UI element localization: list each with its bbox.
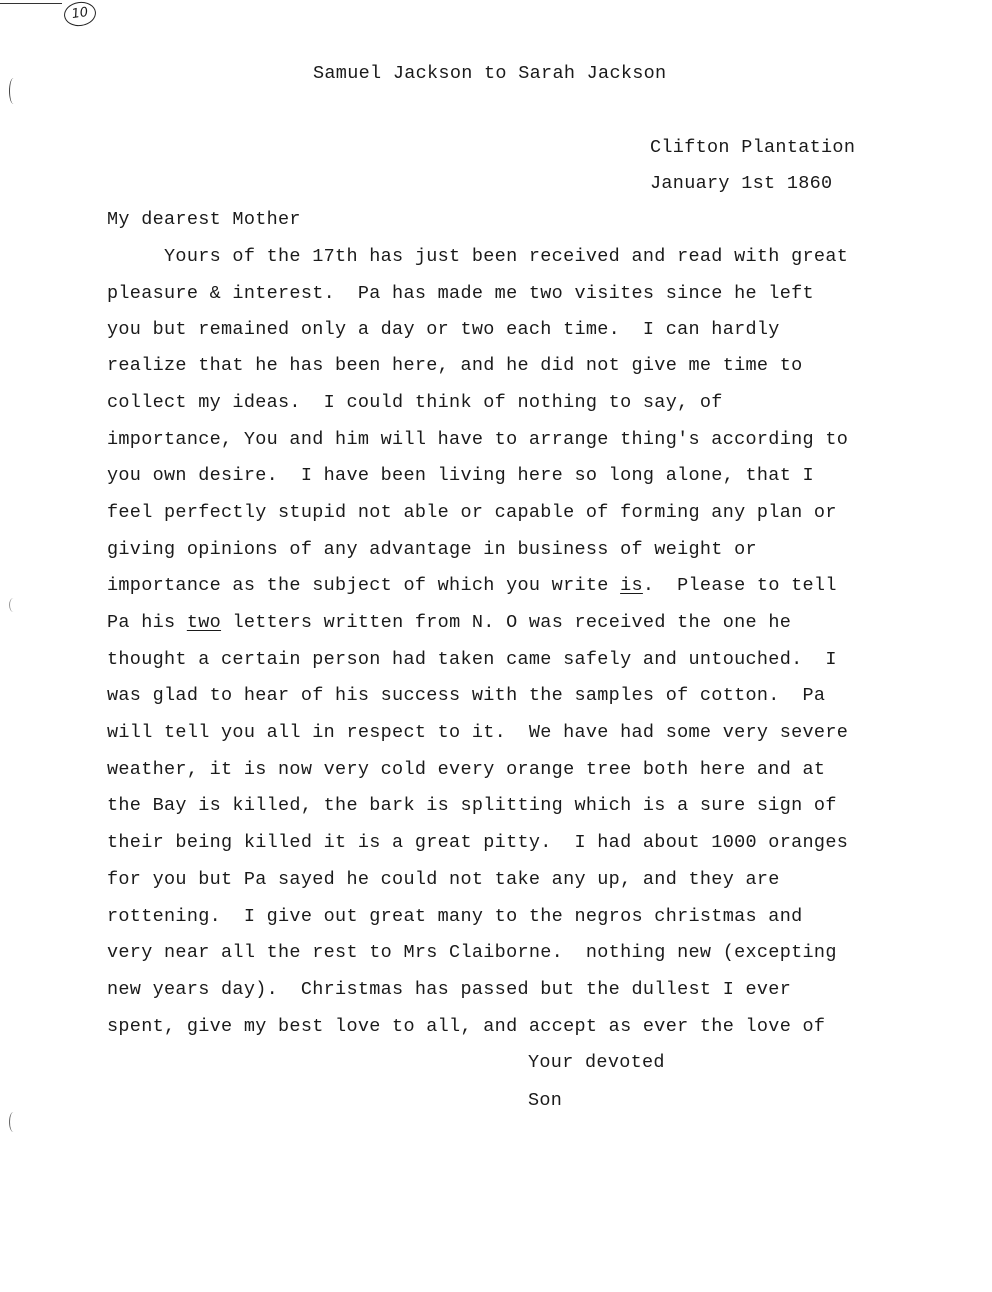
body-line-text: letters written from N. O was received the one he (221, 612, 792, 633)
margin-bracket-mark (9, 78, 18, 104)
body-line: importance, You and him will have to arrange thing's according to (107, 429, 849, 450)
body-line: will tell you all in respect to it. We have had some very severe (107, 722, 849, 743)
letter-title: Samuel Jackson to Sarah Jackson (313, 63, 667, 84)
body-line: their being killed it is a great pitty. I had about 1000 oranges (107, 832, 849, 853)
margin-bracket-mark (9, 598, 18, 612)
body-line: the Bay is killed, the bark is splitting which is a sure sign of (107, 795, 837, 816)
letter-date: January 1st 1860 (650, 173, 833, 194)
body-line: weather, it is now very cold every orange tree both here and at (107, 759, 826, 780)
body-line: collect my ideas. I could think of nothing to say, of (107, 392, 723, 413)
page-number-circled: 10 (62, 0, 97, 28)
body-line-text: Pa his (107, 612, 187, 633)
body-line: rottening. I give out great many to the negros christmas and (107, 906, 803, 927)
body-line: Yours of the 17th has just been received and read with great (107, 246, 849, 267)
letter-place: Clifton Plantation (650, 137, 856, 158)
body-line: realize that he has been here, and he did not give me time to (107, 355, 803, 376)
body-line: thought a certain person had taken came safely and untouched. I (107, 649, 837, 670)
body-line: new years day). Christmas has passed but the dullest I ever (107, 979, 792, 1000)
body-line: for you but Pa sayed he could not take any up, and they are (107, 869, 780, 890)
body-line: you but remained only a day or two each time. I can hardly (107, 319, 780, 340)
body-line: you own desire. I have been living here so long alone, that I (107, 465, 814, 486)
body-line: spent, give my best love to all, and accept as ever the love of (107, 1016, 826, 1037)
body-line: pleasure & interest. Pa has made me two visites since he left (107, 283, 814, 304)
top-edge-rule (0, 3, 62, 4)
margin-bracket-mark (9, 1112, 18, 1132)
letter-signature: Son (528, 1090, 563, 1111)
underlined-word: two (186, 612, 222, 633)
body-line-text: . Please to tell (642, 575, 837, 596)
body-line: was glad to hear of his success with the samples of cotton. Pa (107, 685, 826, 706)
body-line: feel perfectly stupid not able or capable of forming any plan or (107, 502, 837, 523)
body-line: giving opinions of any advantage in business of weight or (107, 539, 757, 560)
body-line (107, 612, 791, 634)
body-line-text: importance as the subject of which you write (107, 575, 621, 596)
body-line: very near all the rest to Mrs Claiborne. nothing new (excepting (107, 942, 837, 963)
letter-salutation: My dearest Mother (107, 209, 301, 230)
letter-closing: Your devoted (528, 1052, 665, 1073)
body-line (107, 575, 837, 597)
underlined-word: is (620, 575, 643, 596)
